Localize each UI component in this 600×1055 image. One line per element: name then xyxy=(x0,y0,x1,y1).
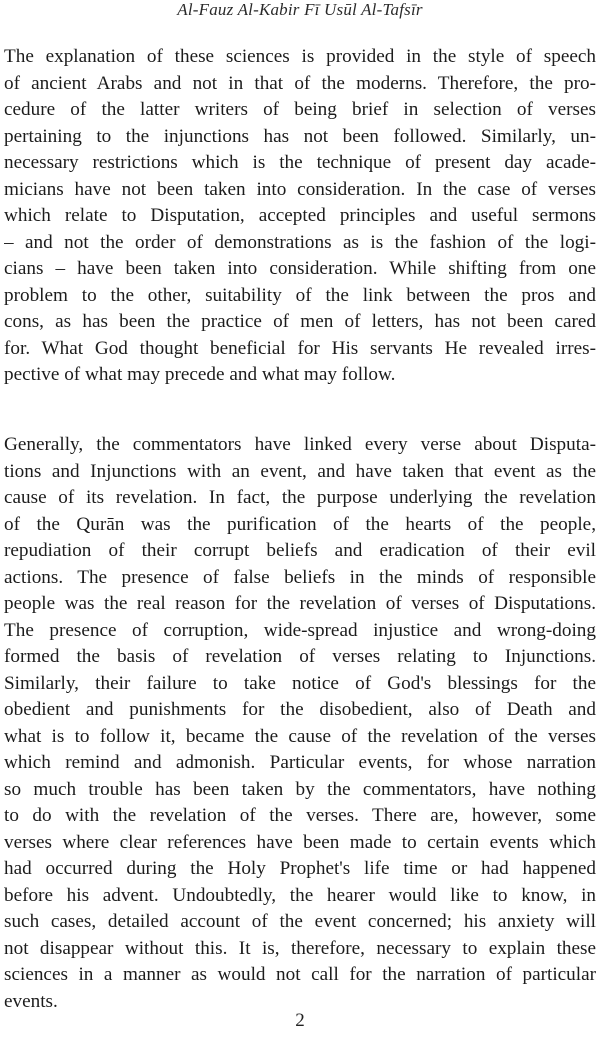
paragraph-2 xyxy=(4,432,596,1015)
text-line: necessary restrictions which is the technique of present day acade- xyxy=(4,152,596,173)
running-head: Al-Fauz Al-Kabir Fī Usūl Al-Tafsīr xyxy=(177,0,423,19)
text-line: The presence of corruption, wide-spread injustice and wrong-doing xyxy=(4,619,596,641)
text-line: – and not the order of demonstrations as is the fashion of the logi- xyxy=(4,231,596,253)
text-line: what is to follow it, became the cause of the revelation of the verses xyxy=(4,725,596,747)
text-line: repudiation of their corrupt beliefs and eradication of their evil xyxy=(4,540,596,561)
text-line: cons, as has been the practice of men of letters, has not been cared xyxy=(4,311,596,332)
text-line: had occurred during the Holy Prophet's life time or had happened xyxy=(4,858,596,879)
text-line: Similarly, their failure to take notice of God's blessings for the xyxy=(4,672,596,694)
text-line: Generally, the commentators have linked every verse about Disputa- xyxy=(4,434,596,455)
text-line: tions and Injunctions with an event, and have taken that event as the xyxy=(4,460,596,482)
text-line: not disappear without this. It is, therefore, necessary to explain these xyxy=(4,937,596,959)
text-line: pertaining to the injunctions has not been followed. Similarly, un- xyxy=(4,125,596,147)
text-line: to do with the revelation of the verses. There are, however, some xyxy=(4,805,596,826)
text-line: micians have not been taken into consideration. In the case of verses xyxy=(4,178,596,200)
text-line: cause of its revelation. In fact, the purpose underlying the revelation xyxy=(4,487,596,508)
text-line: cedure of the latter writers of being brief in selection of verses xyxy=(4,99,596,120)
text-line: before his advent. Undoubtedly, the hearer would like to know, in xyxy=(4,884,596,906)
text-line: The explanation of these sciences is provided in the style of speech xyxy=(4,46,596,67)
text-line: actions. The presence of false beliefs in the minds of responsible xyxy=(4,566,596,588)
text-line: formed the basis of revelation of verses relating to Injunctions. xyxy=(4,646,596,667)
page-number: 2 xyxy=(295,1010,305,1031)
text-line: so much trouble has been taken by the commentators, have nothing xyxy=(4,778,596,800)
text-line: such cases, detailed account of the event concerned; his anxiety will xyxy=(4,911,596,932)
text-line: for. What God thought beneficial for His servants He revealed irres- xyxy=(4,337,596,359)
text-line: verses where clear references have been made to certain events which xyxy=(4,831,596,853)
text-line: pective of what may precede and what may follow. xyxy=(4,364,396,385)
text-line: problem to the other, suitability of the link between the pros and xyxy=(4,284,596,306)
text-line: people was the real reason for the revelation of verses of Disputations. xyxy=(4,593,596,614)
text-line: which relate to Disputation, accepted principles and useful sermons xyxy=(4,205,596,226)
paragraph-1 xyxy=(4,44,596,389)
text-line: obedient and punishments for the disobedient, also of Death and xyxy=(4,699,596,720)
text-line: cians – have been taken into consideration. While shifting from one xyxy=(4,258,596,279)
text-line: of ancient Arabs and not in that of the moderns. Therefore, the pro- xyxy=(4,72,596,94)
text-line: sciences in a manner as would not call for the narration of particular xyxy=(4,964,596,985)
text-line: of the Qurān was the purification of the hearts of the people, xyxy=(4,513,596,535)
text-line: events. xyxy=(4,990,58,1012)
text-line: which remind and admonish. Particular events, for whose narration xyxy=(4,752,596,773)
